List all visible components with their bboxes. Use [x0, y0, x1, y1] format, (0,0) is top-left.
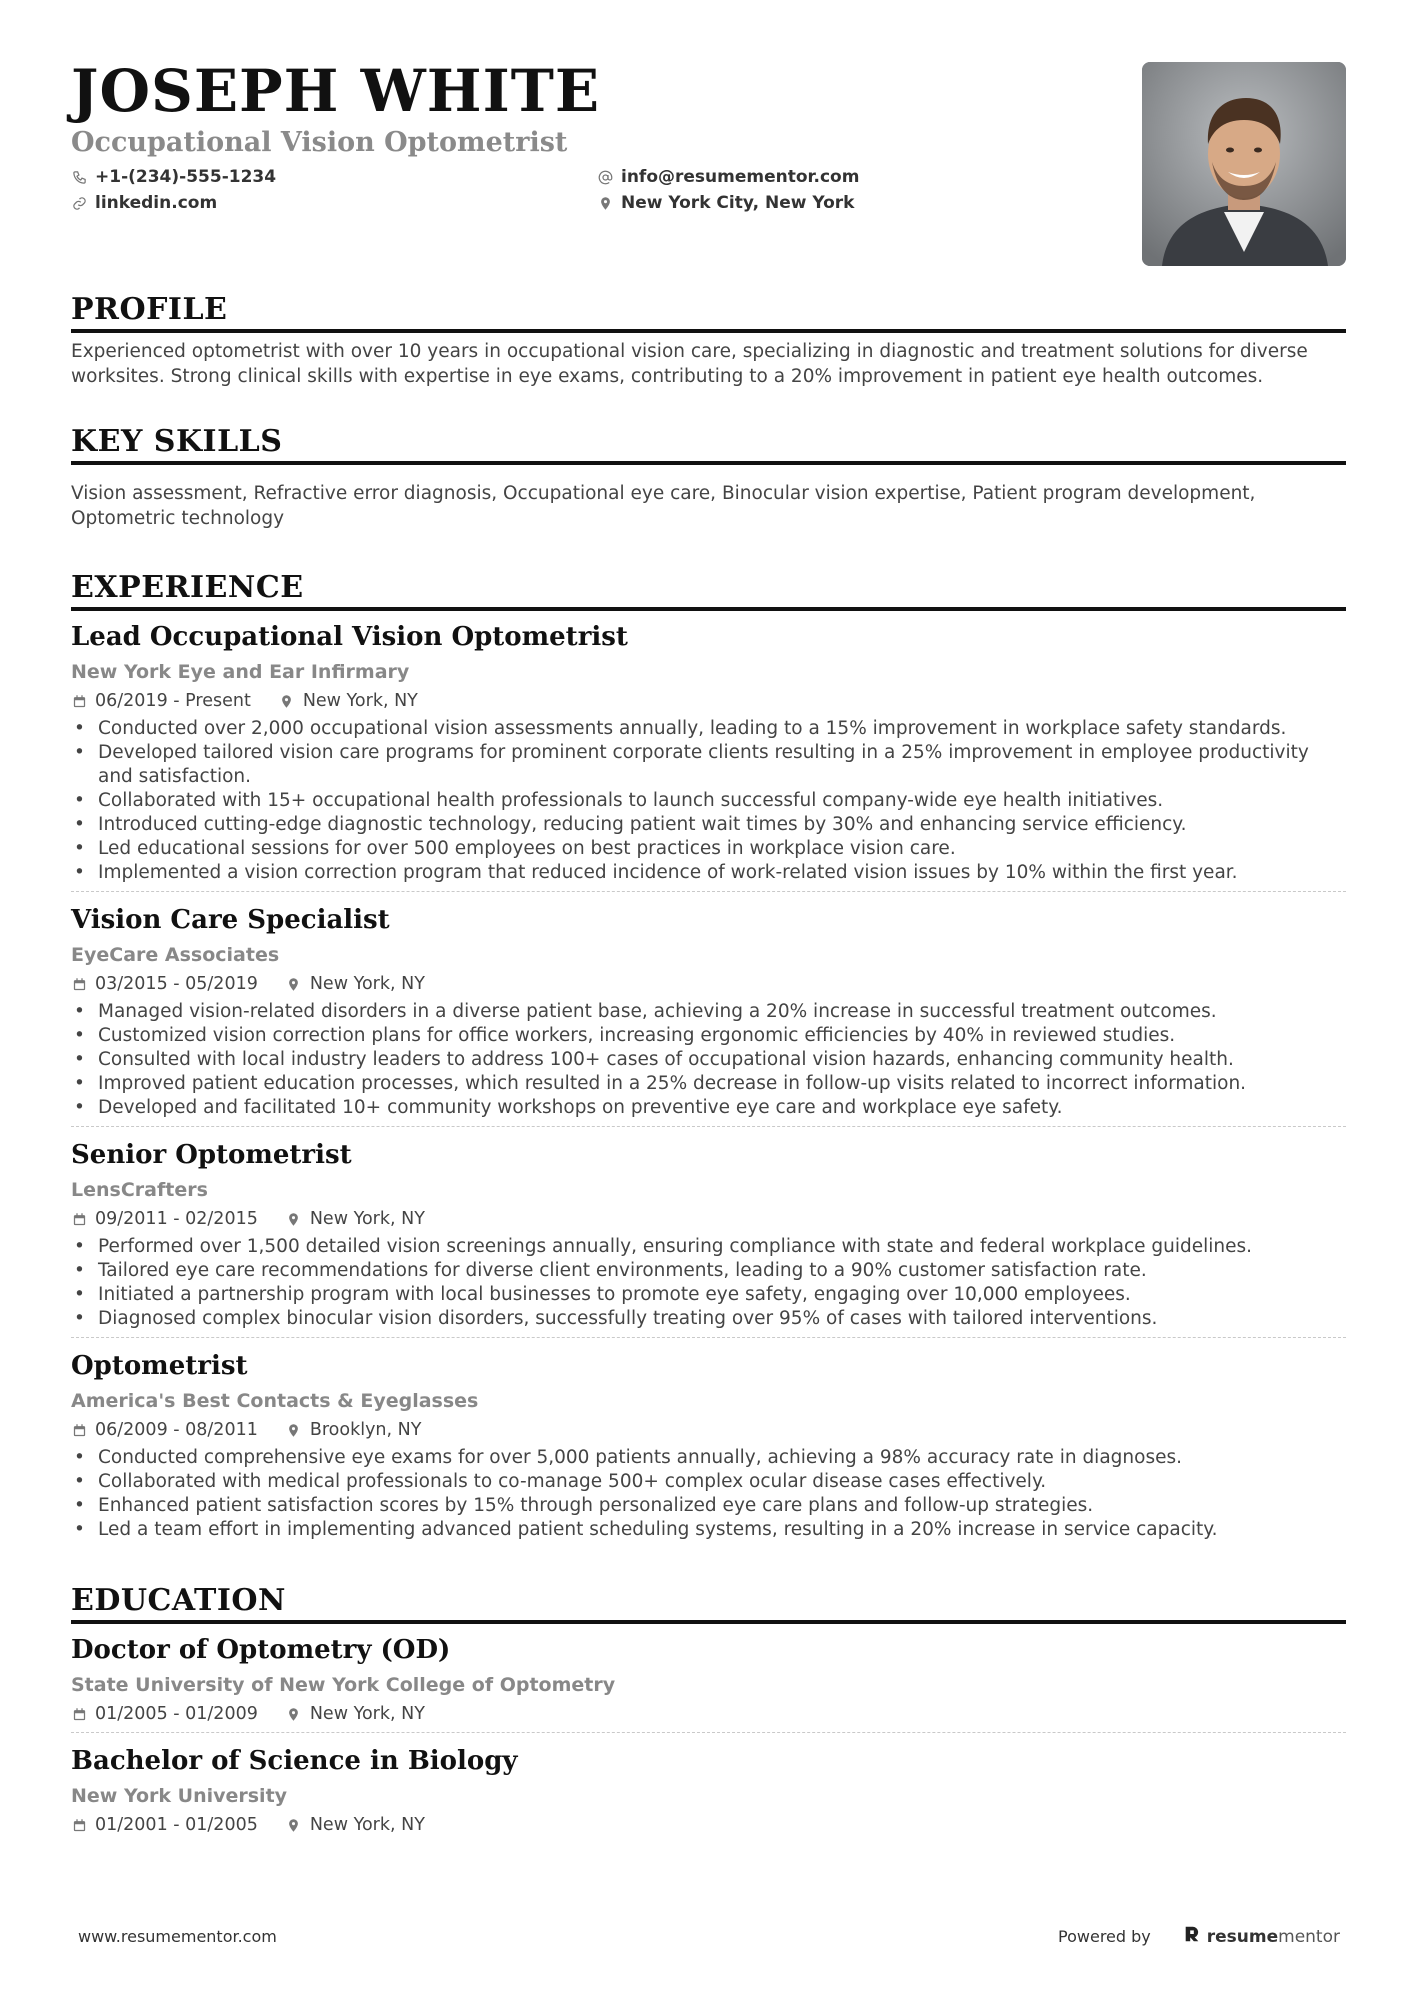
job-dates: [71, 1207, 258, 1231]
at-sign-icon: [597, 169, 613, 185]
location-text: New York, NY: [309, 974, 425, 994]
linkedin-text: linkedin.com: [95, 193, 218, 213]
location-text: New York, NY: [309, 1815, 425, 1835]
bullet-item: • Collaborated with medical professionals to co-manage 500+ complex ocular disease cases effectively.: [71, 1470, 1346, 1494]
job-location: [286, 1207, 425, 1231]
job-title: Optometrist: [71, 1351, 248, 1381]
job-meta: [71, 1418, 1346, 1442]
degree-title: Bachelor of Science in Biology: [71, 1746, 518, 1776]
bullet-item: • Led a team effort in implementing advanced patient scheduling systems, resulting in a 20% increase in service capacity.: [71, 1518, 1346, 1542]
job-bullets: [71, 1235, 1346, 1331]
dates-text: 01/2005 - 01/2009: [95, 1704, 258, 1724]
job-meta: [71, 972, 1346, 996]
skills-list: Vision assessment, Refractive error diagnosis, Occupational eye care, Binocular vision expertise, Patient program development, Optometric technology: [71, 483, 1256, 529]
dates-text: 01/2001 - 01/2005: [95, 1815, 258, 1835]
powered-by-text: Powered by: [1058, 1927, 1151, 1946]
footer-website-link[interactable]: www.resumementor.com: [78, 1927, 277, 1946]
bullet-item: • Developed tailored vision care programs for prominent corporate clients resulting in a 25% improvement in employee productivity and satisfaction.: [71, 741, 1346, 789]
employer: EyeCare Associates: [71, 944, 280, 966]
job-dates: [71, 689, 251, 713]
location-pin-icon: [286, 1817, 302, 1833]
job-title: Lead Occupational Vision Optometrist: [71, 622, 628, 652]
education-location: [286, 1702, 425, 1726]
email-text: info@resumementor.com: [621, 167, 860, 187]
bullet-item: • Led educational sessions for over 500 employees on best practices in workplace vision care.: [71, 837, 1346, 861]
bullet-item: • Enhanced patient satisfaction scores by 15% through personalized eye care plans and follow-up strategies.: [71, 1494, 1346, 1518]
dates-text: 06/2009 - 08/2011: [95, 1420, 258, 1440]
brand-logo-icon: [1183, 1925, 1201, 1948]
location-pin-icon: [286, 1706, 302, 1722]
experience-entry: [71, 1348, 1346, 1548]
calendar-icon: [71, 1422, 87, 1438]
candidate-title: Occupational Vision Optometrist: [71, 127, 568, 158]
job-location: [286, 972, 425, 996]
education-dates: [71, 1813, 258, 1837]
calendar-icon: [71, 693, 87, 709]
degree-title: Doctor of Optometry (OD): [71, 1635, 451, 1665]
bullet-item: • Managed vision-related disorders in a diverse patient base, achieving a 20% increase in successful treatment outcomes.: [71, 1000, 1346, 1024]
education-meta: [71, 1813, 1346, 1837]
bullet-item: • Customized vision correction plans for office workers, increasing ergonomic efficiencies by 40% in reviewed studies.: [71, 1024, 1346, 1048]
job-bullets: [71, 1000, 1346, 1120]
skills-heading: KEY SKILLS: [71, 423, 1346, 465]
job-title: Senior Optometrist: [71, 1140, 352, 1170]
job-title: Vision Care Specialist: [71, 905, 390, 935]
education-location: [286, 1813, 425, 1837]
experience-entry: [71, 902, 1346, 1127]
candidate-name: JOSEPH WHITE: [71, 57, 601, 125]
experience-entry: [71, 1137, 1346, 1338]
contact-linkedin[interactable]: [71, 192, 597, 214]
job-meta: [71, 689, 1346, 713]
brand-name-light: mentor: [1278, 1926, 1340, 1947]
experience-section: [71, 569, 1346, 1548]
dates-text: 09/2011 - 02/2015: [95, 1209, 258, 1229]
profile-photo: [1142, 62, 1346, 266]
job-location: [279, 689, 418, 713]
phone-icon: [71, 169, 87, 185]
bullet-item: • Consulted with local industry leaders to address 100+ cases of occupational vision hazards, enhancing community health.: [71, 1048, 1346, 1072]
job-meta: [71, 1207, 1346, 1231]
resume-page: [71, 56, 1346, 1843]
education-meta: [71, 1702, 1346, 1726]
brand-logo[interactable]: [1183, 1925, 1340, 1948]
bullet-item: • Collaborated with 15+ occupational health professionals to launch successful company-wide eye health initiatives.: [71, 789, 1346, 813]
education-heading: EDUCATION: [71, 1582, 1346, 1624]
education-section: [71, 1582, 1346, 1843]
employer: New York Eye and Ear Infirmary: [71, 661, 410, 683]
bullet-item: • Performed over 1,500 detailed vision screenings annually, ensuring compliance with state and federal workplace guidelines.: [71, 1235, 1346, 1259]
job-location: [286, 1418, 422, 1442]
bullet-item: • Tailored eye care recommendations for diverse client environments, leading to a 90% customer satisfaction rate.: [71, 1259, 1346, 1283]
calendar-icon: [71, 1211, 87, 1227]
employer: America's Best Contacts & Eyeglasses: [71, 1390, 479, 1412]
location-text: New York, NY: [309, 1704, 425, 1724]
bullet-item: • Initiated a partnership program with local businesses to promote eye safety, engaging over 10,000 employees.: [71, 1283, 1346, 1307]
profile-summary: Experienced optometrist with over 10 years in occupational vision care, specializing in diagnostic and treatment solutions for diverse worksites. Strong clinical skills with expertise in eye exams, contributing to a 20% improvement in patient eye health outcomes.: [71, 341, 1308, 387]
bullet-item: • Conducted comprehensive eye exams for over 5,000 patients annually, achieving a 98% accuracy rate in diagnoses.: [71, 1446, 1346, 1470]
bullet-item: • Developed and facilitated 10+ community workshops on preventive eye care and workplace eye safety.: [71, 1096, 1346, 1120]
calendar-icon: [71, 1817, 87, 1833]
education-entry: [71, 1632, 1346, 1733]
dates-text: 06/2019 - Present: [95, 691, 251, 711]
location-text: Brooklyn, NY: [309, 1420, 422, 1440]
job-bullets: [71, 717, 1346, 885]
dates-text: 03/2015 - 05/2019: [95, 974, 258, 994]
calendar-icon: [71, 1706, 87, 1722]
location-pin-icon: [279, 693, 295, 709]
school-name: State University of New York College of Optometry: [71, 1674, 616, 1696]
job-dates: [71, 1418, 258, 1442]
bullet-item: • Improved patient education processes, which resulted in a 25% decrease in follow-up visits related to incorrect information.: [71, 1072, 1346, 1096]
location-text: New York, NY: [309, 1209, 425, 1229]
contact-phone: [71, 166, 597, 188]
skills-section: [71, 423, 1346, 531]
profile-heading: PROFILE: [71, 291, 1346, 333]
location-text: New York, NY: [302, 691, 418, 711]
contact-email[interactable]: [597, 166, 997, 188]
location-pin-icon: [286, 1211, 302, 1227]
profile-section: [71, 291, 1346, 389]
phone-text: +1-(234)-555-1234: [95, 167, 277, 187]
school-name: New York University: [71, 1785, 288, 1807]
job-bullets: [71, 1446, 1346, 1542]
experience-entry: [71, 619, 1346, 892]
location-text: New York City, New York: [621, 193, 855, 213]
bullet-item: • Conducted over 2,000 occupational vision assessments annually, leading to a 15% improvement in workplace safety standards.: [71, 717, 1346, 741]
resume-header: [71, 56, 1346, 286]
job-dates: [71, 972, 258, 996]
calendar-icon: [71, 976, 87, 992]
contact-location: [597, 192, 997, 214]
powered-by: [1058, 1925, 1340, 1948]
education-entry: [71, 1743, 1346, 1843]
location-pin-icon: [286, 976, 302, 992]
bullet-item: • Diagnosed complex binocular vision disorders, successfully treating over 95% of cases with tailored interventions.: [71, 1307, 1346, 1331]
link-icon: [71, 195, 87, 211]
brand-name-bold: resume: [1206, 1926, 1279, 1947]
experience-heading: EXPERIENCE: [71, 569, 1346, 611]
location-pin-icon: [597, 195, 613, 211]
bullet-item: • Implemented a vision correction program that reduced incidence of work-related vision issues by 10% within the first year.: [71, 861, 1346, 885]
employer: LensCrafters: [71, 1179, 208, 1201]
page-footer: [78, 1925, 1340, 1948]
education-dates: [71, 1702, 258, 1726]
location-pin-icon: [286, 1422, 302, 1438]
bullet-item: • Introduced cutting-edge diagnostic technology, reducing patient wait times by 30% and enhancing service efficiency.: [71, 813, 1346, 837]
